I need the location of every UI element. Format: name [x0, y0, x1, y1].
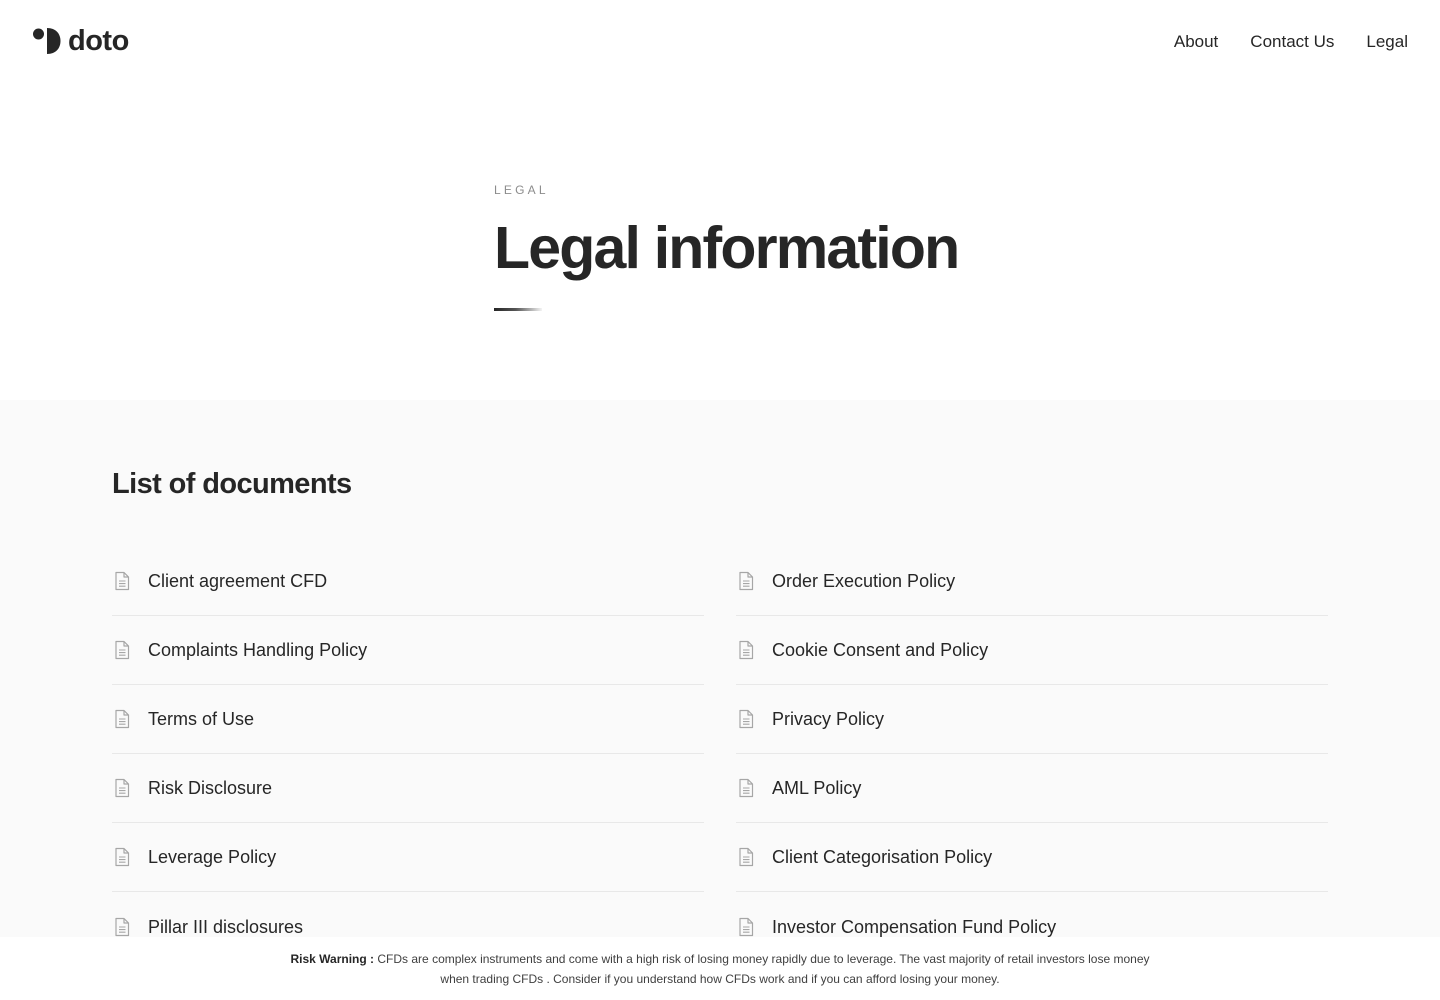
document-link-terms-of-use[interactable] — [112, 685, 704, 754]
document-icon — [113, 847, 133, 867]
document-label: Leverage Policy — [148, 847, 277, 867]
documents-column-right — [736, 547, 1328, 961]
top-nav — [1174, 33, 1408, 50]
page-title: Legal information — [494, 215, 959, 281]
document-label: Cookie Consent and Policy — [772, 640, 989, 660]
document-label: Risk Disclosure — [148, 778, 273, 798]
document-link-cookie-consent-and-policy[interactable] — [736, 616, 1328, 685]
document-icon — [737, 640, 757, 660]
documents-heading: List of documents — [112, 468, 352, 500]
document-link-risk-disclosure[interactable] — [112, 754, 704, 823]
document-label: Privacy Policy — [772, 709, 885, 729]
document-label: Client agreement CFD — [148, 571, 328, 591]
document-link-privacy-policy[interactable] — [736, 685, 1328, 754]
document-label: Pillar III disclosures — [148, 916, 304, 937]
document-icon — [737, 847, 757, 867]
document-link-client-categorisation-policy[interactable] — [736, 823, 1328, 892]
hero-eyebrow: LEGAL — [494, 183, 549, 197]
nav-about-link[interactable]: About — [1173, 31, 1219, 51]
documents-column-left — [112, 547, 704, 961]
document-label: Order Execution Policy — [772, 571, 956, 591]
document-icon — [737, 709, 757, 729]
document-icon — [113, 571, 133, 591]
document-link-complaints-handling-policy[interactable] — [112, 616, 704, 685]
document-link-order-execution-policy[interactable] — [736, 547, 1328, 616]
title-underline — [494, 308, 542, 311]
document-link-client-agreement-cfd[interactable] — [112, 547, 704, 616]
document-icon — [113, 778, 133, 798]
brand-name: doto — [68, 24, 129, 57]
nav-legal-link[interactable]: Legal — [1366, 31, 1408, 51]
document-icon — [113, 640, 133, 660]
document-icon — [113, 709, 133, 729]
hero — [494, 182, 1094, 311]
document-label: Investor Compensation Fund Policy — [772, 916, 1057, 937]
risk-warning-body: CFDs are complex instruments and come with a high risk of losing money rapidly due to leverage. The vast majority of retail investors lose money when trading CFDs . Consider if you understand how CFDs work and if you can afford losing your money. — [377, 952, 1150, 986]
document-label: AML Policy — [772, 778, 862, 798]
risk-warning-banner — [0, 937, 1440, 1000]
document-link-aml-policy[interactable] — [736, 754, 1328, 823]
document-link-leverage-policy[interactable] — [112, 823, 704, 892]
site-header — [0, 0, 1440, 82]
document-icon — [737, 571, 757, 591]
documents-section — [0, 400, 1440, 1000]
nav-contact-link[interactable]: Contact Us — [1250, 31, 1335, 51]
doto-logo-icon — [32, 27, 62, 55]
risk-warning-text — [290, 949, 1150, 1000]
brand-logo[interactable] — [32, 24, 129, 57]
document-icon — [113, 917, 133, 937]
risk-warning-label: Risk Warning : — [290, 952, 375, 966]
document-icon — [737, 917, 757, 937]
document-label: Client Categorisation Policy — [772, 847, 993, 867]
document-label: Complaints Handling Policy — [148, 640, 368, 660]
document-icon — [737, 778, 757, 798]
document-label: Terms of Use — [148, 709, 255, 729]
